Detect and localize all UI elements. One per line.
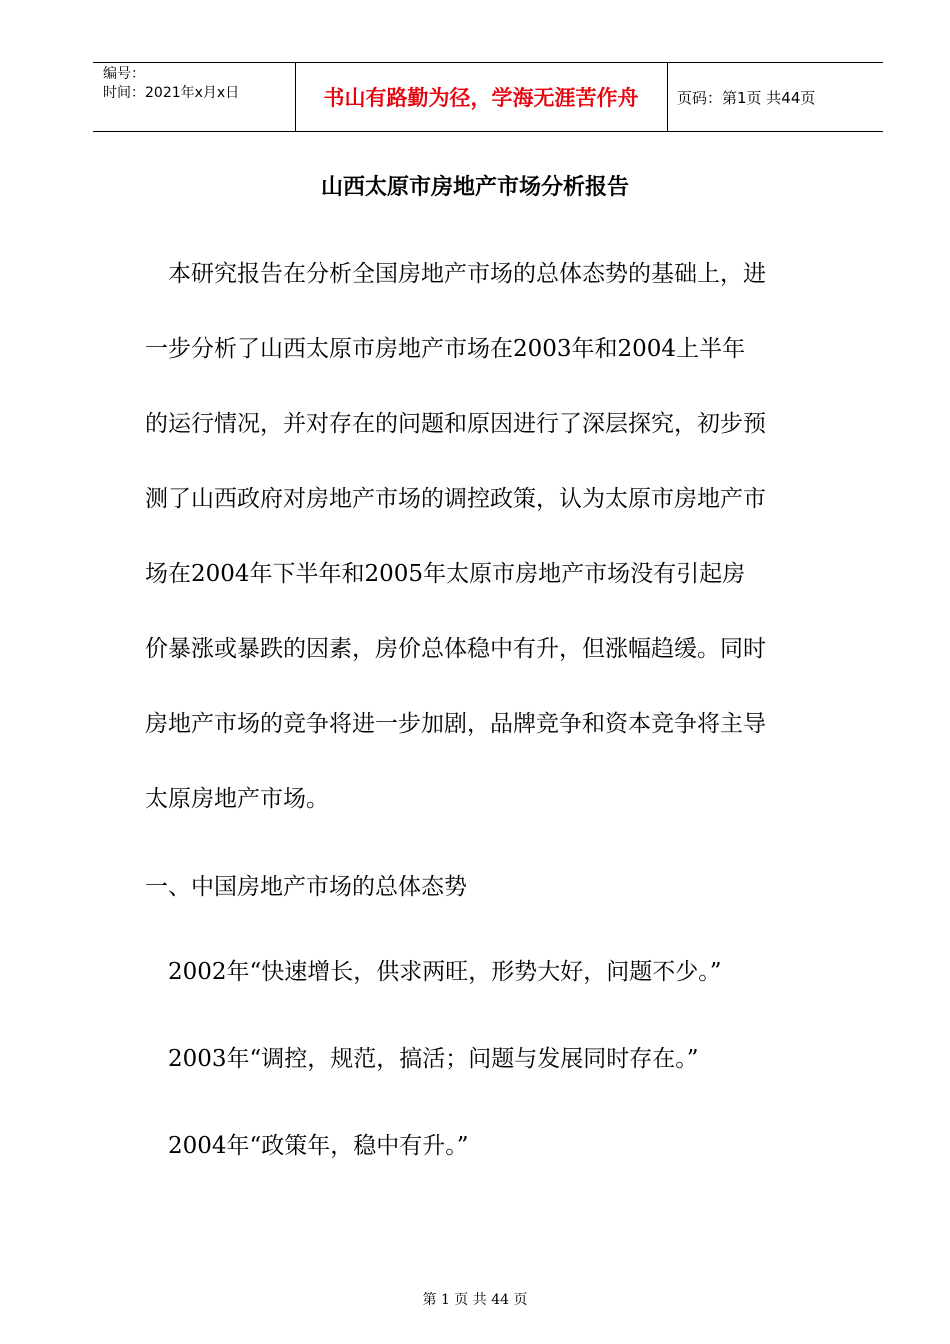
header-meta — [103, 65, 303, 103]
paragraph-line: 测了山西政府对房地产市场的调控政策，认为太原市房地产市 — [145, 486, 766, 512]
header-page-info: 页码：第1页 共44页 — [677, 88, 816, 107]
paragraph-line: 价暴涨或暴跌的因素，房价总体稳中有升，但涨幅趋缓。同时 — [145, 636, 766, 662]
paragraph-line: 一步分析了山西太原市房地产市场在2003年和2004上半年 — [145, 336, 746, 362]
paragraph-line: 的运行情况，并对存在的问题和原因进行了深层探究，初步预 — [145, 411, 766, 437]
page-title: 山西太原市房地产市场分析报告 — [320, 174, 629, 200]
paragraph-line: 太原房地产市场。 — [145, 786, 329, 812]
header-divider — [667, 63, 668, 131]
time-label: 时间：2021年x月x日 — [103, 85, 240, 101]
paragraph-line: 场在2004年下半年和2005年太原市房地产市场没有引起房 — [145, 561, 746, 587]
year-2002-line: 2002年“快速增长，供求两旺，形势大好，问题不少。” — [168, 959, 722, 985]
number-label: 编号： — [103, 66, 145, 82]
year-2004-line: 2004年“政策年，稳中有升。” — [168, 1133, 469, 1159]
page-footer: 第 1 页 共 44 页 — [422, 1292, 528, 1308]
paragraph-line: 房地产市场的竞争将进一步加剧，品牌竞争和资本竞争将主导 — [145, 711, 766, 737]
year-2003-line: 2003年“调控，规范，搞活；问题与发展同时存在。” — [168, 1046, 699, 1072]
paragraph-line: 本研究报告在分析全国房地产市场的总体态势的基础上，进 — [168, 261, 766, 287]
header-table — [93, 62, 883, 132]
header-motto: 书山有路勤为径，学海无涯苦作舟 — [323, 85, 639, 110]
section-heading: 一、中国房地产市场的总体态势 — [145, 874, 467, 900]
